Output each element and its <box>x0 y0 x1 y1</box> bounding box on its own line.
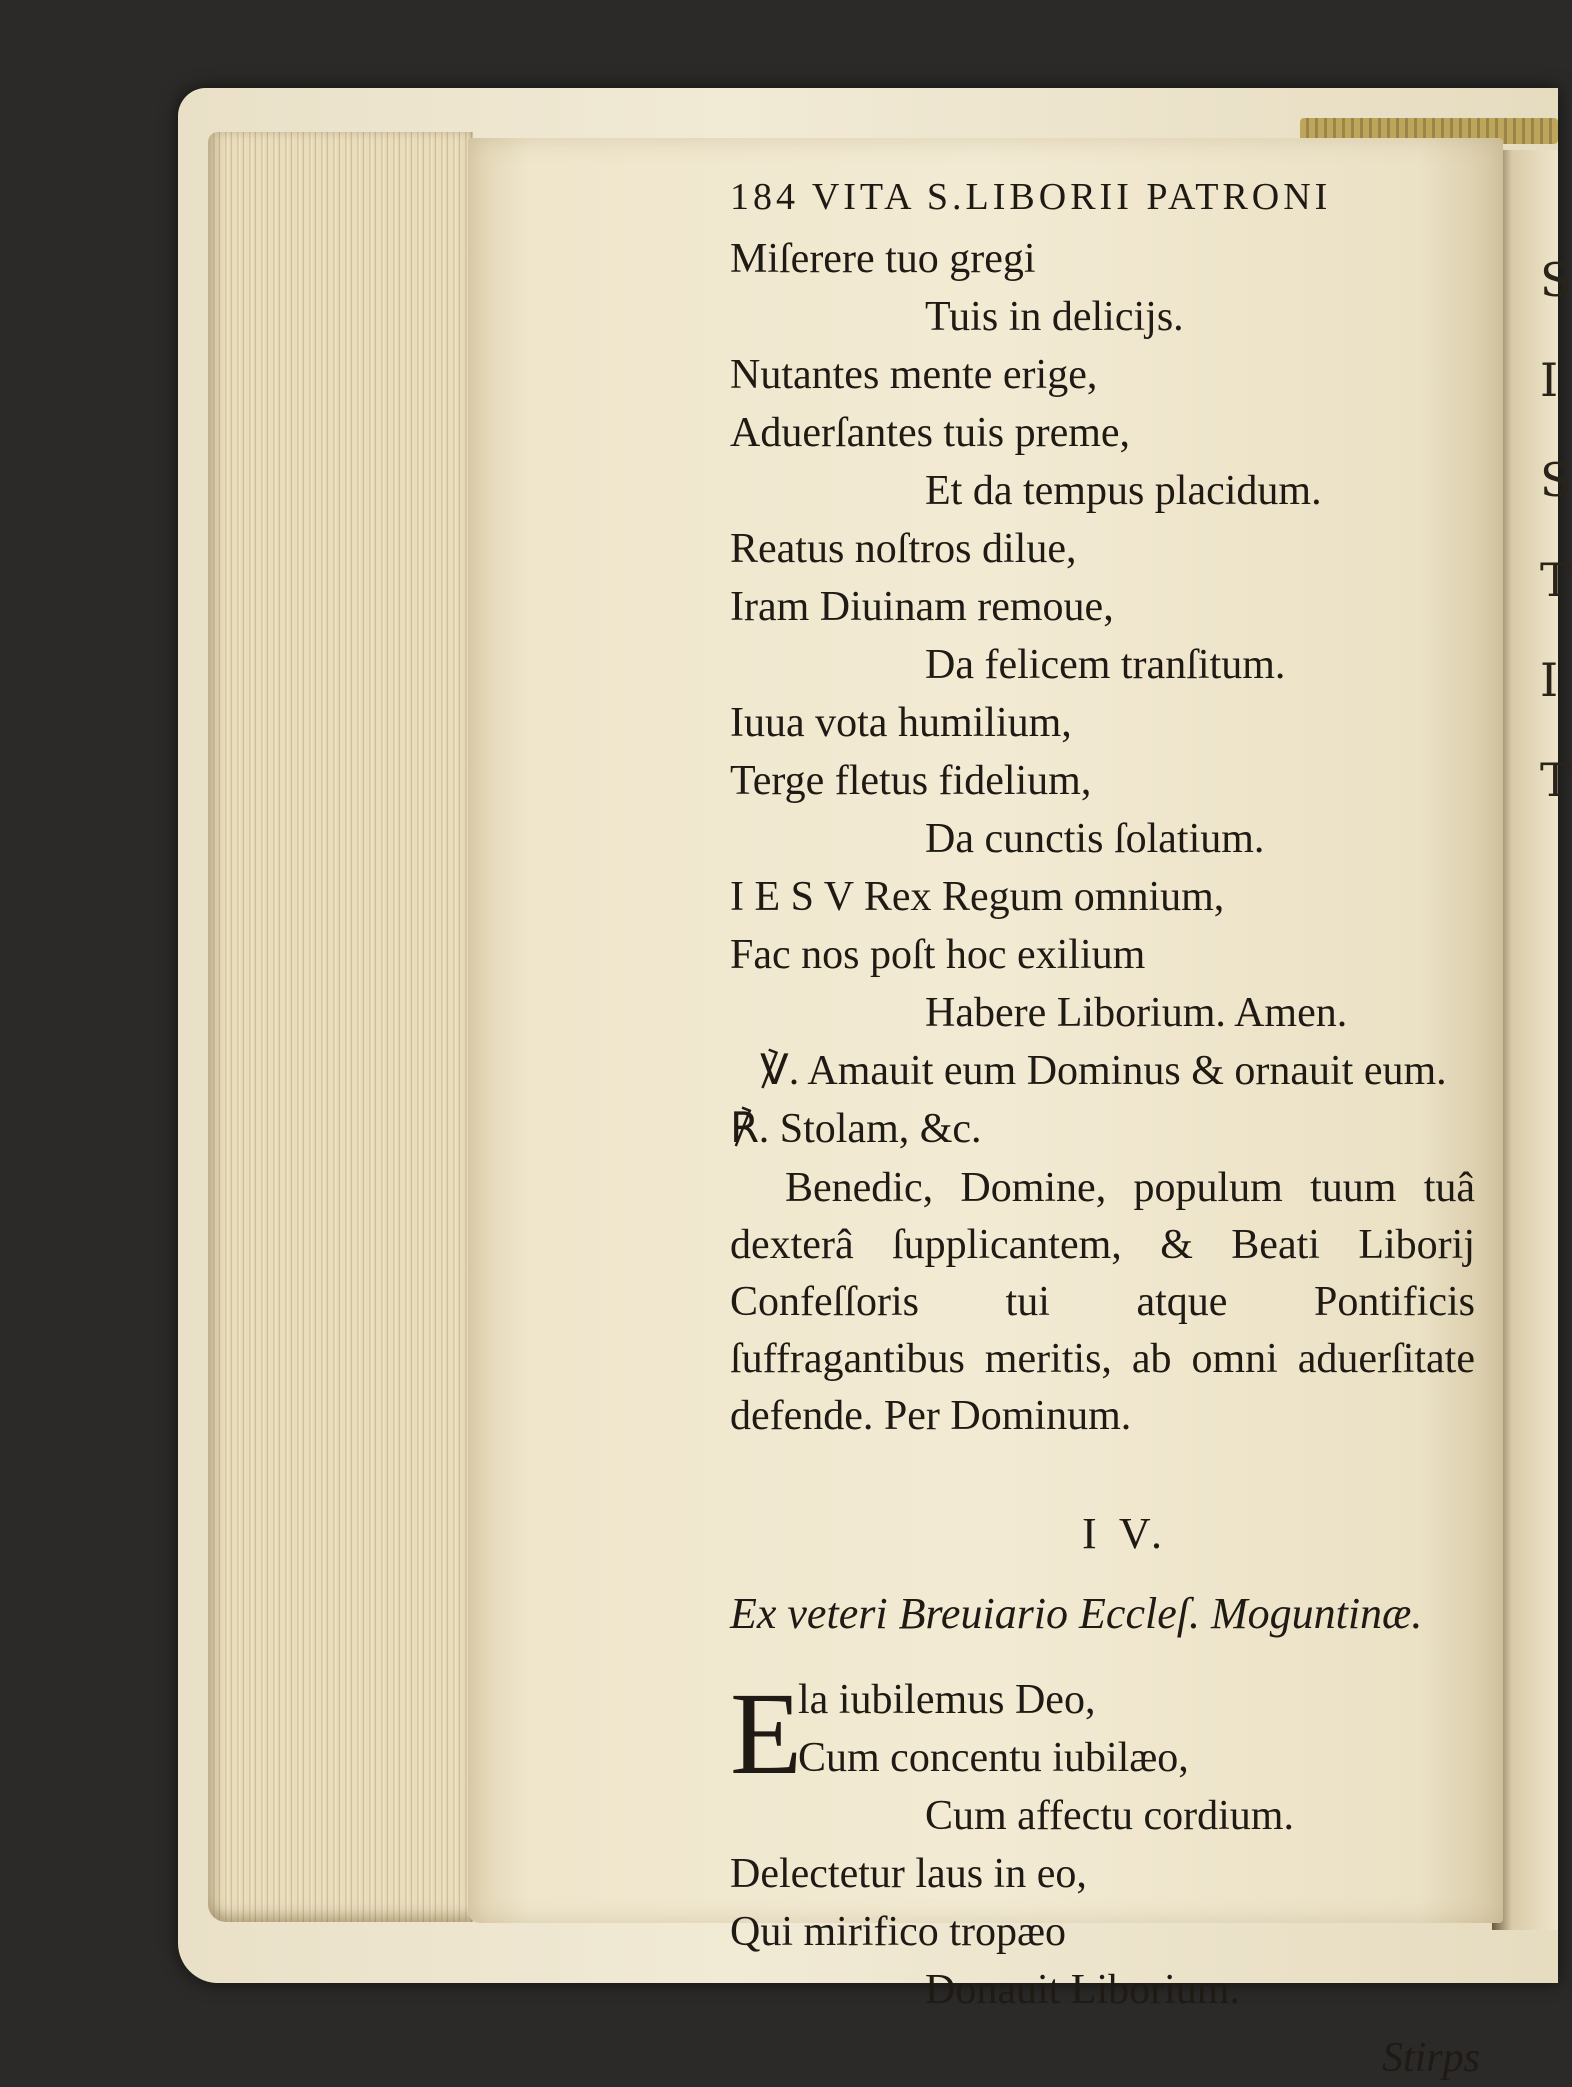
hymn-line: Delectetur laus in eo, <box>730 1851 1087 1897</box>
facing-letter: T <box>1540 753 1571 807</box>
hymn-line: Da cunctis ſolatium. <box>925 816 1265 862</box>
facing-page-text <box>1540 230 1570 830</box>
collect-prayer: Benedic, Domine, populum tuum tuâ dexterâ ſupplicantem, & Beati Liborij Confeſſoris tui atque Pontificis ſuffragantibus meritis, ab omni aduerſitate defende. Per Dominum. <box>730 1165 1475 1439</box>
hymn-line: Donauit Liborium. <box>925 1967 1240 2013</box>
hymn-line: Aduerſantes tuis preme, <box>730 410 1131 456</box>
hymn-line: Et da tempus placidum. <box>925 468 1322 514</box>
hymn-line: Habere Liborium. Amen. <box>925 990 1348 1036</box>
hymn-line: Iuua vota humilium, <box>730 700 1072 746</box>
hymn-stanzas <box>730 230 1480 1042</box>
hymn-line: Cum affectu cordium. <box>925 1793 1294 1839</box>
running-head: 184 VITA S.LIBORII PATRONI <box>730 176 1332 218</box>
hymn-line: Terge fletus fidelium, <box>730 758 1092 804</box>
versicle: ℣. Amauit eum Dominus & ornauit eum. <box>760 1048 1447 1094</box>
page-text-block <box>730 168 1480 2087</box>
facing-letter: T <box>1540 553 1571 607</box>
catchword: Stirps <box>1381 2035 1480 2081</box>
facing-letter: S <box>1540 253 1572 307</box>
hymn-line: Da felicem tranſitum. <box>925 642 1286 688</box>
page-edges <box>208 132 473 1922</box>
response: ℟. Stolam, &c. <box>730 1106 982 1152</box>
hymn-line: la iubilemus Deo, <box>798 1677 1096 1723</box>
hymn-line: Qui mirifico tropæo <box>730 1909 1066 1955</box>
hymn-line: Nutantes mente erige, <box>730 352 1098 398</box>
source-heading: Ex veteri Breuiario Eccleſ. Moguntinæ. <box>730 1589 1423 1638</box>
hymn-line: Iram Diuinam remoue, <box>730 584 1114 630</box>
second-hymn <box>730 1668 1480 2019</box>
section-number: I V. <box>1082 1509 1168 1558</box>
hymn-line: Miſerere tuo gregi <box>730 236 1036 282</box>
hymn-line: Tuis in delicijs. <box>925 294 1184 340</box>
drop-capital: E <box>730 1668 803 1799</box>
facing-letter: S <box>1540 453 1572 507</box>
facing-letter: I <box>1540 653 1559 707</box>
hymn-line: I E S V Rex Regum omnium, <box>730 874 1225 920</box>
hymn-line: Cum concentu iubilæo, <box>798 1735 1189 1781</box>
hymn-line: Reatus noſtros dilue, <box>730 526 1077 572</box>
facing-letter: I <box>1540 353 1559 407</box>
hymn-line: Fac nos poſt hoc exilium <box>730 932 1146 978</box>
